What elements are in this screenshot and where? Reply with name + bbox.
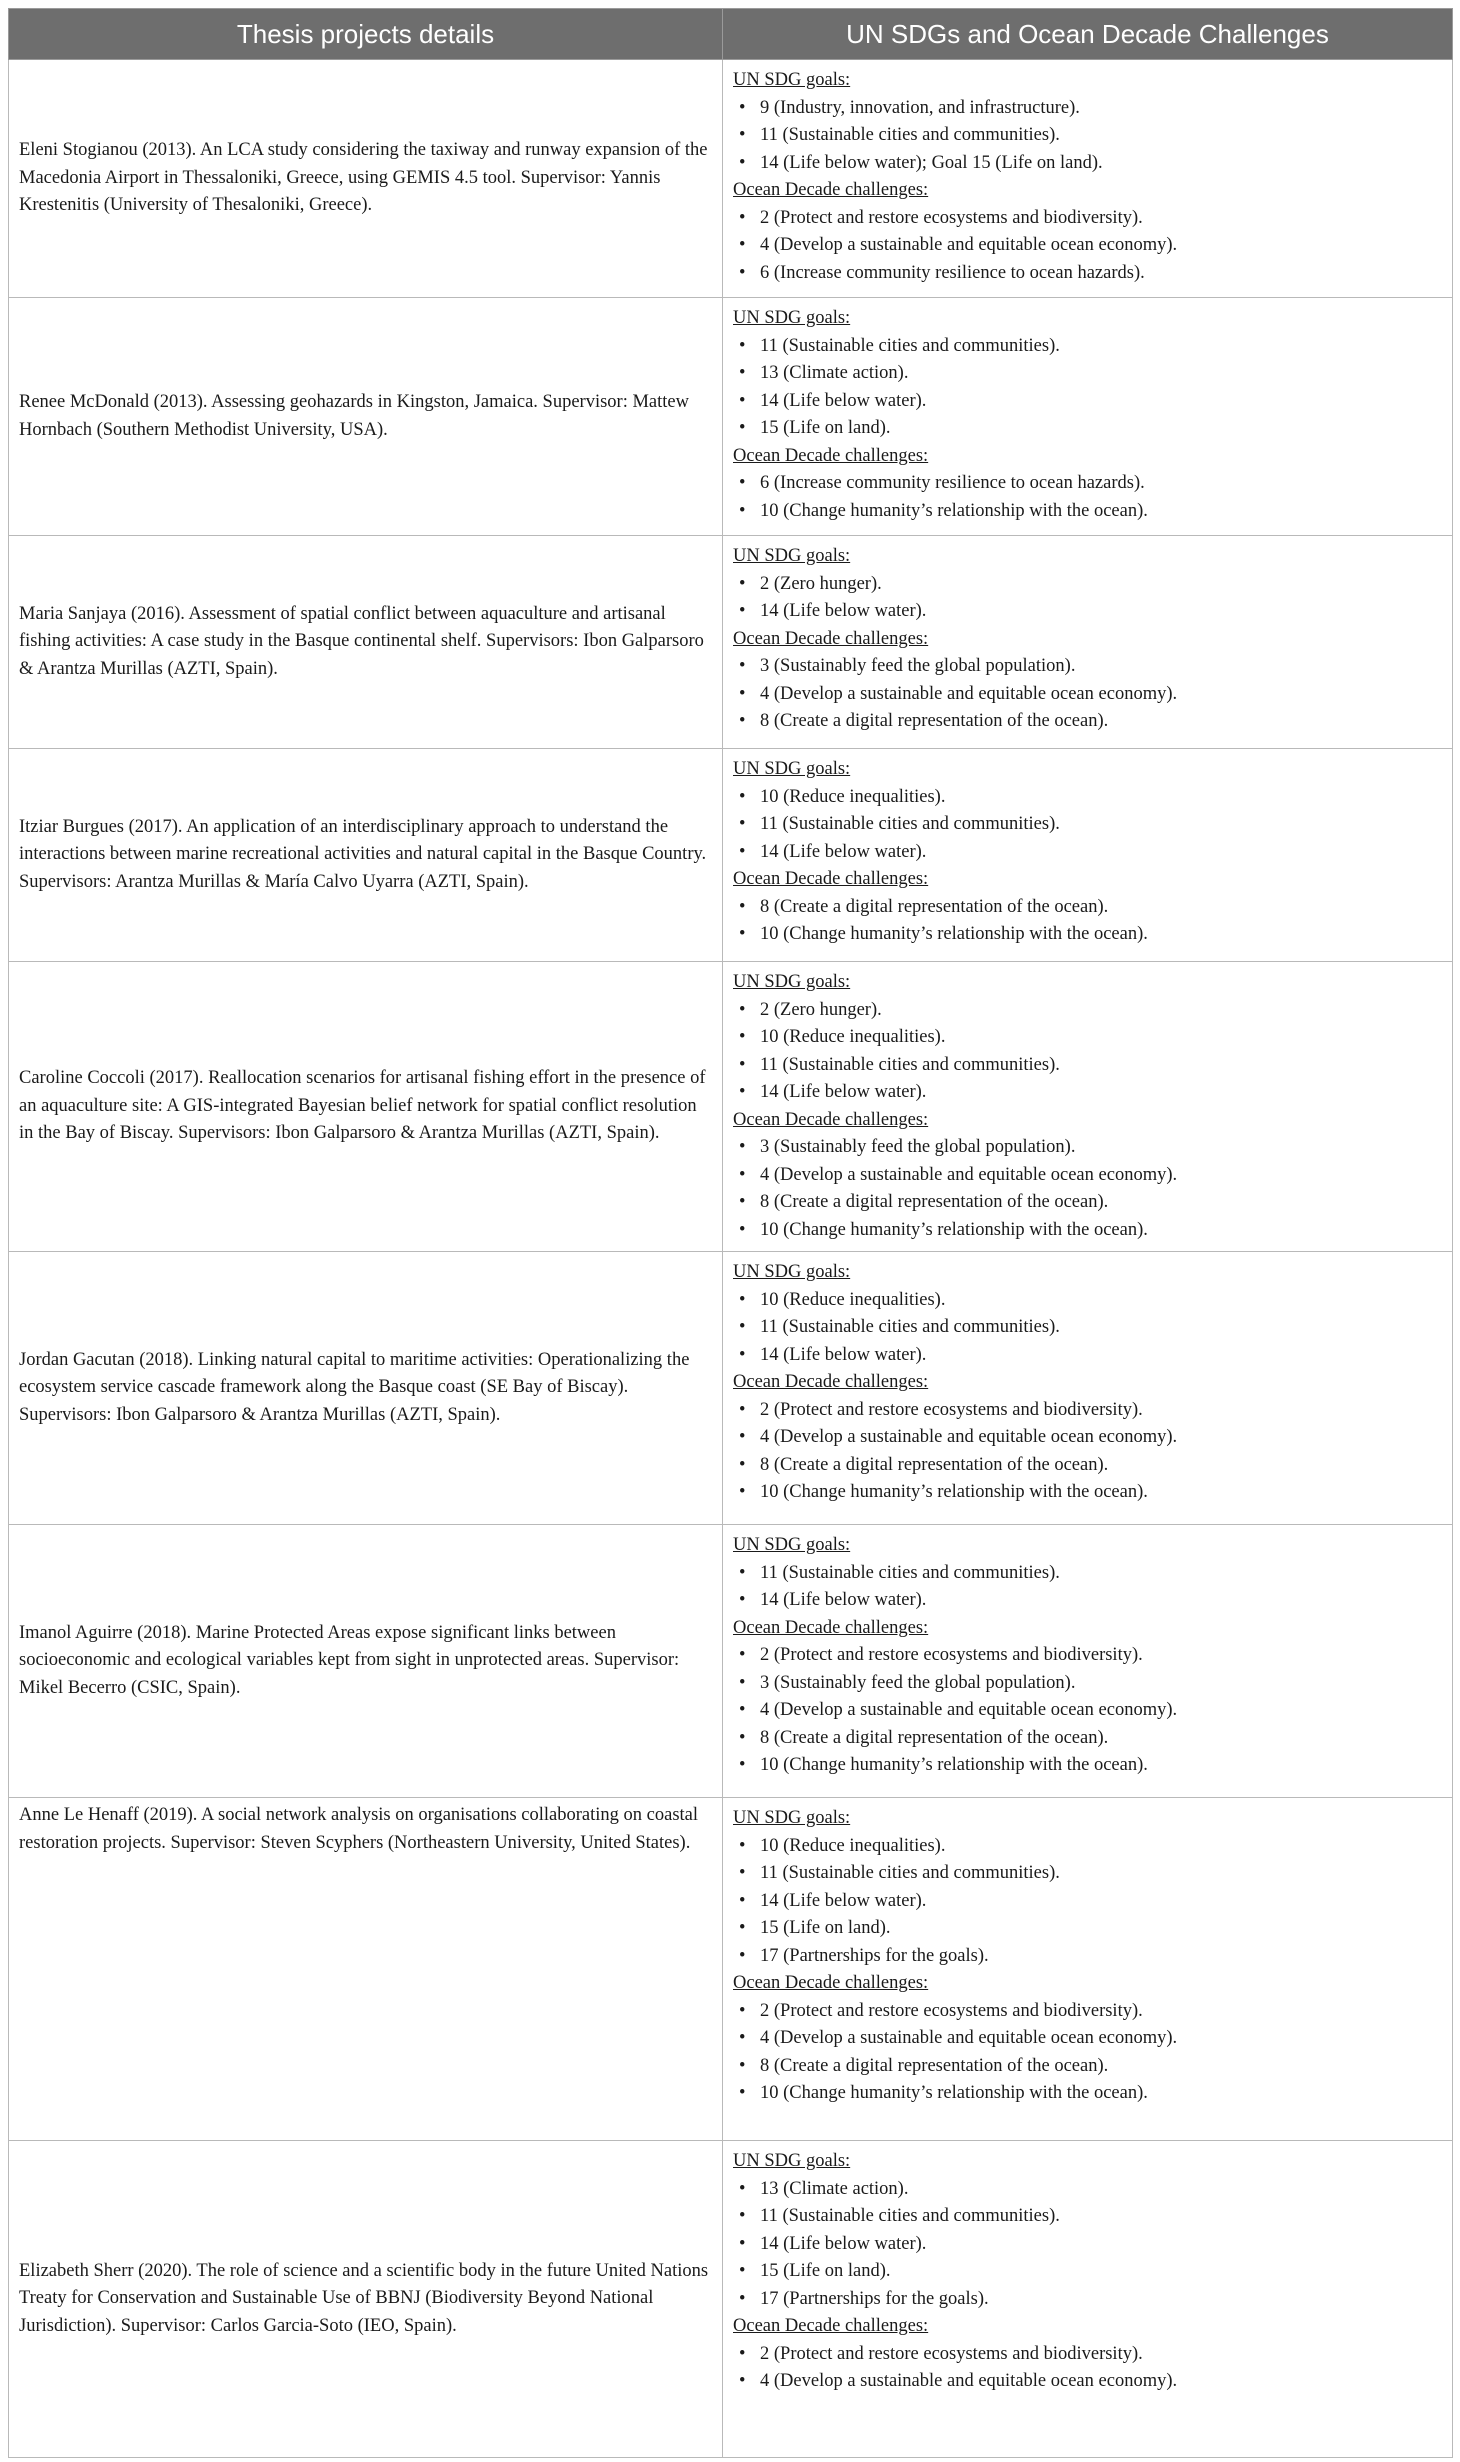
sdg-goal-item: • 14 (Life below water). [733,1587,1442,1615]
sdg-goal-item: • 10 (Reduce inequalities). [733,784,1442,812]
ocean-decade-heading: Ocean Decade challenges: [733,180,929,200]
ocean-challenge-item: • 10 (Change humanity’s relationship with the ocean). [733,498,1442,526]
sdg-goals-heading: UN SDG goals: [733,2151,851,2171]
table-row [9,749,1453,962]
ocean-challenge-item: • 2 (Protect and restore ecosystems and biodiversity). [733,1998,1442,2026]
ocean-decade-heading: Ocean Decade challenges: [733,869,929,889]
ocean-challenge-item: • 3 (Sustainably feed the global population). [733,1134,1442,1162]
table-row [9,536,1453,749]
sdg-goal-item: • 2 (Zero hunger). [733,997,1442,1025]
table-row [9,60,1453,298]
sdg-challenges-cell [723,1798,1453,2141]
table-row [9,2141,1453,2458]
ocean-challenge-item: • 8 (Create a digital representation of the ocean). [733,2053,1442,2081]
sdg-goal-item: • 11 (Sustainable cities and communities). [733,811,1442,839]
sdg-goal-item: • 13 (Climate action). [733,360,1442,388]
ocean-decade-heading: Ocean Decade challenges: [733,1372,929,1392]
ocean-challenge-item: • 8 (Create a digital representation of the ocean). [733,708,1442,736]
table-header-row [9,9,1453,60]
sdg-goal-item: • 2 (Zero hunger). [733,571,1442,599]
ocean-challenges-list [733,205,1442,288]
sdg-goal-item: • 11 (Sustainable cities and communities). [733,333,1442,361]
thesis-details-cell: Eleni Stogianou (2013). An LCA study considering the taxiway and runway expansion of the Macedonia Airport in Thessaloniki, Greece, using GEMIS 4.5 tool. Supervisor: Yannis Krestenitis (University of Thesaloniki, Greece). [9,60,723,298]
thesis-details-cell: Maria Sanjaya (2016). Assessment of spatial conflict between aquaculture and artisanal fishing activities: A case study in the Basque continental shelf. Supervisors: Ibon Galparsoro & Arantza Murillas (AZTI, Spain). [9,536,723,749]
sdg-goals-heading: UN SDG goals: [733,70,851,90]
ocean-decade-heading: Ocean Decade challenges: [733,1617,929,1638]
sdg-goals-heading: UN SDG goals: [733,308,851,328]
sdg-goal-item: • 10 (Reduce inequalities). [733,1287,1442,1315]
sdg-challenges-cell [723,1525,1453,1798]
header-sdgs-ocean-challenges: UN SDGs and Ocean Decade Challenges [723,9,1453,60]
ocean-challenge-item: • 4 (Develop a sustainable and equitable ocean economy). [733,2368,1442,2396]
thesis-details-cell: Itziar Burgues (2017). An application of an interdisciplinary approach to understand the interactions between marine recreational activities and natural capital in the Basque Country. Supervisors: Arantza Murillas & María Calvo Uyarra (AZTI, Spain). [9,749,723,962]
thesis-details-cell: Renee McDonald (2013). Assessing geohazards in Kingston, Jamaica. Supervisor: Mattew Hornbach (Southern Methodist University, USA). [9,298,723,536]
ocean-challenge-item: • 10 (Change humanity’s relationship with the ocean). [733,2080,1442,2108]
sdg-challenges-cell [723,2141,1453,2458]
sdg-goals-list [733,1560,1442,1615]
sdg-goals-heading: UN SDG goals: [733,759,851,779]
sdg-goal-item: • 11 (Sustainable cities and communities). [733,1314,1442,1342]
sdg-goal-item: • 15 (Life on land). [733,415,1442,443]
sdg-goals-heading: UN SDG goals: [733,1808,851,1828]
sdg-goals-heading: UN SDG goals: [733,1262,851,1282]
sdg-goal-item: • 14 (Life below water); Goal 15 (Life on land). [733,150,1442,178]
ocean-decade-heading: Ocean Decade challenges: [733,1973,929,1993]
table-row [9,1252,1453,1525]
thesis-details-cell: Caroline Coccoli (2017). Reallocation scenarios for artisanal fishing effort in the presence of an aquaculture site: A GIS-integrated Bayesian belief network for spatial conflict resolution in the Bay of Biscay. Supervisors: Ibon Galparsoro & Arantza Murillas (AZTI, Spain). [9,962,723,1252]
thesis-details-cell: Imanol Aguirre (2018). Marine Protected Areas expose significant links between socioeconomic and ecological variables kept from sight in unprotected areas. Supervisor: Mikel Becerro (CSIC, Spain). [9,1525,723,1798]
ocean-challenge-item: • 10 (Change humanity’s relationship with the ocean). [733,1217,1442,1245]
table-row [9,298,1453,536]
ocean-challenge-item: • 2 (Protect and restore ecosystems and biodiversity). [733,1397,1442,1425]
ocean-challenge-item: • 2 (Protect and restore ecosystems and biodiversity). [733,205,1442,233]
ocean-challenges-list [733,1134,1442,1244]
sdg-goal-item: • 11 (Sustainable cities and communities). [733,122,1442,150]
sdg-goal-item: • 14 (Life below water). [733,839,1442,867]
sdg-goal-item: • 9 (Industry, innovation, and infrastructure). [733,95,1442,123]
sdg-goals-heading: UN SDG goals: [733,972,851,992]
sdg-challenges-cell [723,1252,1453,1525]
sdg-goals-list [733,997,1442,1107]
sdg-challenges-cell [723,536,1453,749]
sdg-goal-item: • 11 (Sustainable cities and communities). [733,1860,1442,1888]
ocean-challenge-item: • 4 (Develop a sustainable and equitable ocean economy). [733,1424,1442,1452]
ocean-challenge-item: • 2 (Protect and restore ecosystems and biodiversity). [733,1642,1442,1670]
ocean-challenge-item: • 4 (Develop a sustainable and equitable ocean economy). [733,681,1442,709]
sdg-goal-item: • 11 (Sustainable cities and communities). [733,1560,1442,1588]
sdg-goal-item: • 14 (Life below water). [733,1342,1442,1370]
sdg-goal-item: • 10 (Reduce inequalities). [733,1024,1442,1052]
sdg-goals-heading: UN SDG goals: [733,1535,851,1555]
ocean-challenge-item: • 10 (Change humanity’s relationship with the ocean). [733,921,1442,949]
sdg-goal-item: • 14 (Life below water). [733,1888,1442,1916]
thesis-details-cell: Jordan Gacutan (2018). Linking natural capital to maritime activities: Operationalizing the ecosystem service cascade framework along the Basque coast (SE Bay of Biscay). Supervisors: Ibon Galparsoro & Arantza Murillas (AZTI, Spain). [9,1252,723,1525]
ocean-decade-heading: Ocean Decade challenges: [733,2316,929,2336]
sdg-goals-list [733,333,1442,443]
sdg-goal-item: • 17 (Partnerships for the goals). [733,2286,1442,2314]
table-body [9,60,1453,2458]
thesis-details-cell: Anne Le Henaff (2019). A social network analysis on organisations collaborating on coastal restoration projects. Supervisor: Steven Scyphers (Northeastern University, United States). [9,1798,723,2141]
sdg-goal-item: • 14 (Life below water). [733,388,1442,416]
sdg-goal-item: • 11 (Sustainable cities and communities). [733,1052,1442,1080]
table-row [9,1525,1453,1798]
ocean-challenges-list [733,470,1442,525]
sdg-goal-item: • 13 (Climate action). [733,2176,1442,2204]
ocean-decade-heading: Ocean Decade challenges: [733,1109,929,1130]
ocean-challenge-item: • 4 (Develop a sustainable and equitable ocean economy). [733,1697,1442,1725]
ocean-challenge-item: • 6 (Increase community resilience to ocean hazards). [733,470,1442,498]
sdg-goal-item: • 14 (Life below water). [733,1079,1442,1107]
ocean-challenges-list [733,653,1442,736]
sdg-goals-list [733,571,1442,626]
ocean-challenges-list [733,1998,1442,2108]
ocean-challenge-item: • 2 (Protect and restore ecosystems and biodiversity). [733,2341,1442,2369]
sdg-goal-item: • 14 (Life below water). [733,598,1442,626]
sdg-goals-list [733,784,1442,867]
ocean-challenge-item: • 10 (Change humanity’s relationship with the ocean). [733,1479,1442,1507]
ocean-challenge-item: • 8 (Create a digital representation of the ocean). [733,1725,1442,1753]
table-row [9,962,1453,1252]
sdg-goal-item: • 10 (Reduce inequalities). [733,1833,1442,1861]
ocean-challenge-item: • 3 (Sustainably feed the global population). [733,1670,1442,1698]
sdg-challenges-cell [723,60,1453,298]
sdg-challenges-cell [723,298,1453,536]
ocean-challenge-item: • 8 (Create a digital representation of the ocean). [733,1189,1442,1217]
ocean-challenge-item: • 4 (Develop a sustainable and equitable ocean economy). [733,2025,1442,2053]
table-row [9,1798,1453,2141]
sdg-goal-item: • 15 (Life on land). [733,2258,1442,2286]
ocean-challenge-item: • 10 (Change humanity’s relationship with the ocean). [733,1752,1442,1780]
ocean-decade-heading: Ocean Decade challenges: [733,445,929,466]
sdg-goals-list [733,1287,1442,1370]
sdg-goal-item: • 15 (Life on land). [733,1915,1442,1943]
ocean-challenge-item: • 4 (Develop a sustainable and equitable ocean economy). [733,232,1442,260]
ocean-challenge-item: • 8 (Create a digital representation of the ocean). [733,894,1442,922]
ocean-challenge-item: • 4 (Develop a sustainable and equitable ocean economy). [733,1162,1442,1190]
thesis-details-cell: Elizabeth Sherr (2020). The role of science and a scientific body in the future United Nations Treaty for Conservation and Sustainable Use of BBNJ (Biodiversity Beyond National Jurisdiction). Supervisor: Carlos Garcia-Soto (IEO, Spain). [9,2141,723,2458]
ocean-challenges-list [733,1397,1442,1507]
ocean-challenges-list [733,2341,1442,2396]
thesis-projects-table [8,8,1453,2458]
sdg-goal-item: • 11 (Sustainable cities and communities). [733,2203,1442,2231]
sdg-goal-item: • 14 (Life below water). [733,2231,1442,2259]
ocean-challenge-item: • 3 (Sustainably feed the global population). [733,653,1442,681]
ocean-challenge-item: • 6 (Increase community resilience to ocean hazards). [733,260,1442,288]
sdg-challenges-cell [723,749,1453,962]
sdg-goals-heading: UN SDG goals: [733,546,851,566]
sdg-goal-item: • 17 (Partnerships for the goals). [733,1943,1442,1971]
sdg-goals-list [733,95,1442,178]
ocean-challenges-list [733,1642,1442,1780]
ocean-challenge-item: • 8 (Create a digital representation of the ocean). [733,1452,1442,1480]
sdg-goals-list [733,1833,1442,1971]
sdg-challenges-cell [723,962,1453,1252]
sdg-goals-list [733,2176,1442,2314]
ocean-decade-heading: Ocean Decade challenges: [733,628,929,649]
header-thesis-details: Thesis projects details [9,9,723,60]
ocean-challenges-list [733,894,1442,949]
